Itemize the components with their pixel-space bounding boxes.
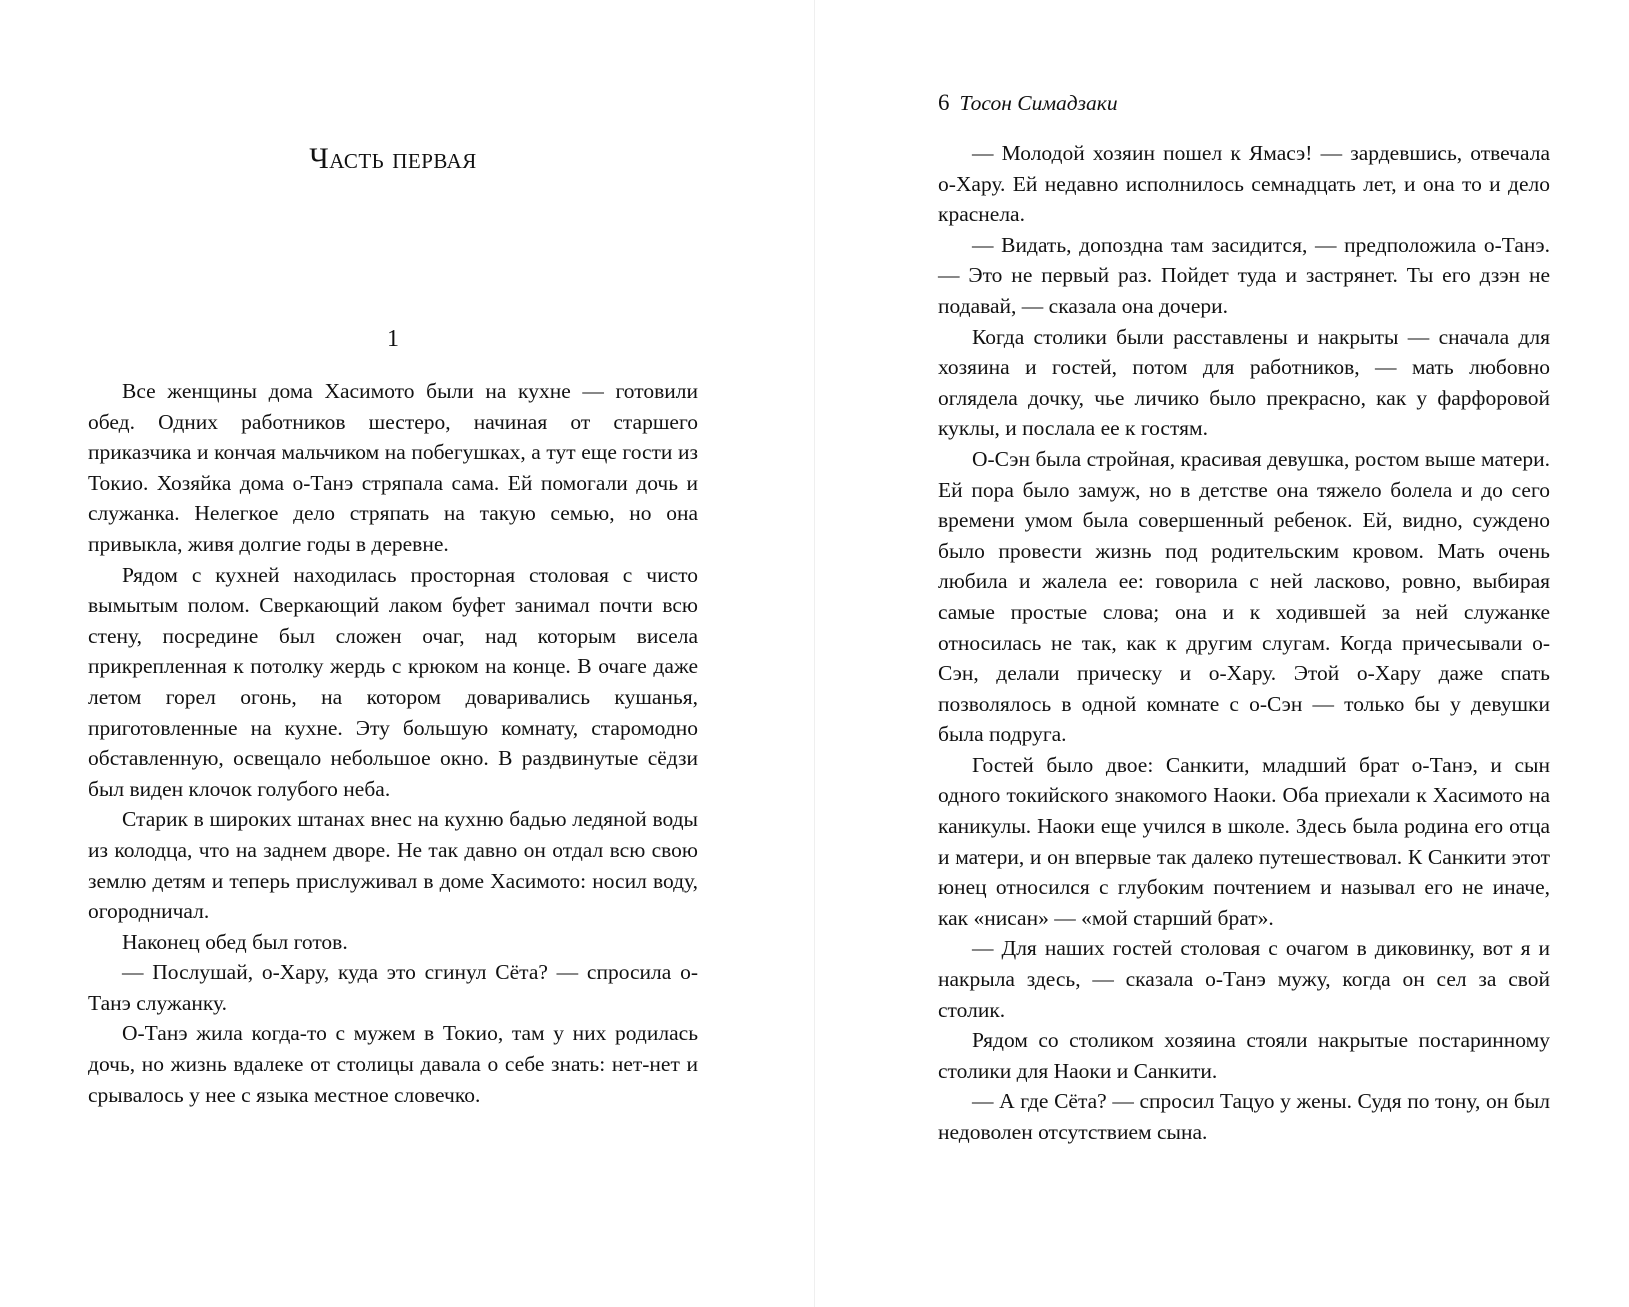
paragraph: Когда столики были расставлены и накрыты — сначала для хозяина и гостей, потом для работников, — мать любовно оглядела дочку, чье личико было прекрасно, как у фарфоровой куклы, и послала ее к гостям. [938, 324, 1550, 441]
left-page [0, 0, 814, 1307]
paragraph: Гостей было двое: Санкити, младший брат о-Танэ, и сын одного токийского знакомого Наоки. Оба приехали к Хасимото на каникулы. Наоки еще учился в школе. Здесь была родина его отца и матери, и он впервые так далеко путешествовал. К Санкити этот юнец относился с глубоким почтением и называл его не иначе, как «нисан» — «мой старший брат». [938, 752, 1550, 930]
left-body-text [88, 376, 698, 1110]
running-head-author: Тосон Симадзаки [959, 91, 1118, 115]
paragraph: — Послушай, о-Хару, куда это сгинул Сёта? — спросила о-Танэ служанку. [88, 960, 698, 1015]
paragraph: — Молодой хозяин пошел к Ямасэ! — зардевшись, отвечала о-Хару. Ей недавно исполнилось семнадцать лет, и она то и дело краснела. [938, 141, 1550, 227]
paragraph: О-Танэ жила когда-то с мужем в Токио, там у них родилась дочь, но жизнь вдалеке от столицы давала о себе знать: нет-нет и срывалось у нее с языка местное словечко. [88, 1021, 698, 1107]
right-body-text [938, 138, 1550, 1148]
part-title: Часть первая [309, 142, 477, 175]
paragraph: — Для наших гостей столовая с очагом в диковинку, вот я и накрыла здесь, — сказала о-Танэ мужу, когда он сел за свой столик. [938, 936, 1550, 1022]
paragraph: — Видать, допоздна там засидится, — предположила о-Танэ. — Это не первый раз. Пойдет туда и застрянет. Ты его дзэн не подавай, — сказала она дочери. [938, 232, 1550, 318]
paragraph: — А где Сёта? — спросил Тацуо у жены. Судя по тону, он был недоволен отсутствием сына. [938, 1089, 1550, 1144]
paragraph: О-Сэн была стройная, красивая девушка, ростом выше матери. Ей пора было замуж, но в детстве она тяжело болела и до сего времени умом была совершенный ребенок. Ей, видно, суждено было провести жизнь под родительским кровом. Мать очень любила и жалела ее: говорила с ней ласково, ровно, выбирая самые простые слова; она и к ходившей за ней служанке относилась не так, как к другим слугам. Когда причесывали о-Сэн, делали прическу и о-Хару. Этой о-Хару даже спать позволялось в одной комнате с о-Сэн — только бы у девушки была подруга. [938, 446, 1550, 747]
paragraph: Старик в широких штанах внес на кухню бадью ледяной воды из колодца, что на заднем дворе. Не так давно он отдал всю свою землю детям и теперь прислуживал в доме Хасимото: носил воду, огородничал. [88, 807, 698, 924]
page-number: 6 [938, 90, 950, 115]
paragraph: Рядом с кухней находилась просторная столовая с чисто вымытым полом. Сверкающий лаком буфет занимал почти всю стену, посредине был сложен очаг, над которым висела прикрепленная к потолку жердь с крюком на конце. В очаге даже летом горел огонь, на котором доваривались кушанья, приготовленные на кухне. Эту большую комнату, старомодно обставленную, освещало небольшое окно. В раздвинутые сёдзи был виден клочок голубого неба. [88, 562, 698, 801]
paragraph: Все женщины дома Хасимото были на кухне — готовили обед. Одних работников шестеро, начиная от старшего приказчика и кончая мальчиком на побегушках, а тут еще гости из Токио. Хозяйка дома о-Танэ стряпала сама. Ей помогали дочь и служанка. Нелегкое дело стряпать на такую семью, но она привыкла, живя долгие годы в деревне. [88, 379, 698, 556]
chapter-number: 1 [387, 326, 399, 352]
running-head [938, 90, 1118, 116]
paragraph: Наконец обед был готов. [122, 929, 348, 954]
paragraph: Рядом со столиком хозяина стояли накрытые постаринному столики для Наоки и Санкити. [938, 1028, 1550, 1083]
right-page [815, 0, 1629, 1307]
